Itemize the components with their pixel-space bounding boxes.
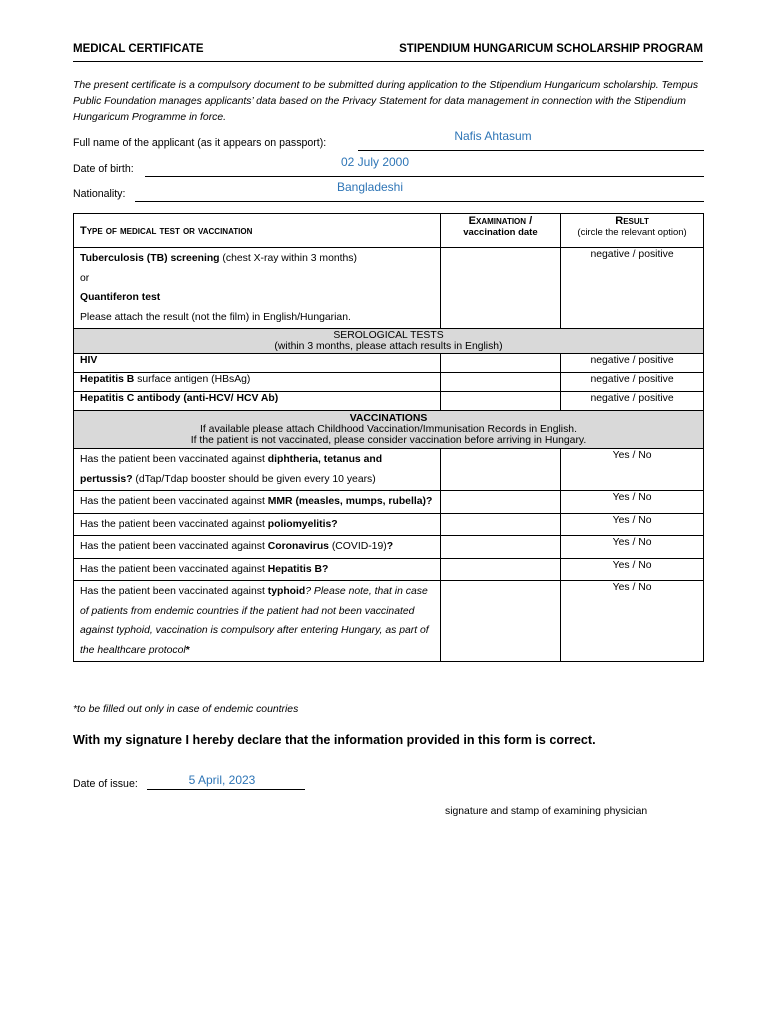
full-name-field: [73, 129, 704, 151]
header-title-right: STIPENDIUM HUNGARICUM SCHOLARSHIP PROGRAM: [399, 43, 703, 55]
hepb-vacc-question: Has the patient been vaccinated against Hepatitis B?: [74, 558, 441, 581]
header-exam-date: Examination / vaccination date: [440, 214, 560, 248]
hepb-test-date-cell[interactable]: [440, 373, 560, 392]
header-title-left: MEDICAL CERTIFICATE: [73, 43, 204, 55]
date-of-issue-field: [73, 774, 313, 790]
header-result: Result (circle the relevant option): [561, 214, 704, 248]
document-header: [73, 43, 703, 62]
table-row-dtp: [74, 449, 704, 491]
hiv-result[interactable]: negative / positive: [561, 354, 704, 373]
serological-section-row: [74, 329, 704, 354]
full-name-line: [358, 149, 704, 151]
serological-section-header: SEROLOGICAL TESTS (within 3 months, please attach results in English): [74, 329, 704, 354]
table-header-row: [74, 214, 704, 248]
declaration-text: With my signature I hereby declare that the information provided in this form is correct.: [73, 733, 596, 747]
table-row-hepc-test: [74, 392, 704, 411]
endemic-footnote: *to be filled out only in case of endemic countries: [73, 704, 299, 715]
hepc-test-date-cell[interactable]: [440, 392, 560, 411]
table-row-typhoid: [74, 581, 704, 662]
mmr-result[interactable]: Yes / No: [561, 491, 704, 514]
tb-date-cell[interactable]: [440, 248, 560, 329]
dob-value[interactable]: 02 July 2000: [340, 155, 410, 169]
dob-field: [73, 155, 704, 177]
hepc-test-result[interactable]: negative / positive: [561, 392, 704, 411]
polio-date-cell[interactable]: [440, 513, 560, 536]
hepb-test-label: Hepatitis B surface antigen (HBsAg): [74, 373, 441, 392]
vaccinations-section-header: VACCINATIONS If available please attach Childhood Vaccination/Immunisation Records in English. If the patient is not vaccinated, please consider vaccination before arriving in Hungary.: [74, 411, 704, 449]
dtp-question: Has the patient been vaccinated against diphtheria, tetanus and pertussis? (dTap/Tdap booster should be given every 10 years): [74, 449, 441, 491]
nationality-label: Nationality:: [73, 188, 126, 200]
header-type: Type of medical test or vaccination: [74, 214, 441, 248]
medical-tests-table: [73, 213, 704, 662]
table-row-hiv: [74, 354, 704, 373]
signature-stamp-label: signature and stamp of examining physician: [445, 806, 648, 817]
dob-line: [145, 175, 704, 177]
typhoid-question: Has the patient been vaccinated against typhoid? Please note, that in case of patients from endemic countries if the patient had not been vaccinated against typhoid, vaccination is compulsory after entering Hungary, as part of the healthcare protocol*: [74, 581, 441, 662]
hiv-label: HIV: [74, 354, 441, 373]
mmr-question: Has the patient been vaccinated against MMR (measles, mumps, rubella)?: [74, 491, 441, 514]
intro-paragraph: The present certificate is a compulsory document to be submitted during application to the Stipendium Hungaricum scholarship. Tempus Public Foundation manages applicants’ data based on the Privacy Statement for data management in connection with the Stipendium Hungaricum Programme in force.: [73, 80, 699, 123]
hiv-date-cell[interactable]: [440, 354, 560, 373]
nationality-field: [73, 180, 704, 202]
polio-result[interactable]: Yes / No: [561, 513, 704, 536]
dob-label: Date of birth:: [73, 163, 134, 175]
mmr-date-cell[interactable]: [440, 491, 560, 514]
table-row-mmr: [74, 491, 704, 514]
hepb-vacc-date-cell[interactable]: [440, 558, 560, 581]
hepb-vacc-result[interactable]: Yes / No: [561, 558, 704, 581]
dtp-result[interactable]: Yes / No: [561, 449, 704, 491]
full-name-value[interactable]: Nafis Ahtasum: [454, 129, 532, 143]
date-of-issue-label: Date of issue:: [73, 778, 138, 790]
table-row-hepb-test: [74, 373, 704, 392]
tb-result[interactable]: negative / positive: [561, 248, 704, 329]
vaccinations-section-row: [74, 411, 704, 449]
typhoid-date-cell[interactable]: [440, 581, 560, 662]
typhoid-result[interactable]: Yes / No: [561, 581, 704, 662]
date-of-issue-line: [147, 788, 305, 790]
table-row-polio: [74, 513, 704, 536]
covid-result[interactable]: Yes / No: [561, 536, 704, 559]
covid-date-cell[interactable]: [440, 536, 560, 559]
tb-description: Tuberculosis (TB) screening (chest X-ray within 3 months) or Quantiferon test Please attach the result (not the film) in English/Hungarian.: [74, 248, 441, 329]
table-row-hepb-vacc: [74, 558, 704, 581]
full-name-label: Full name of the applicant (as it appears on passport):: [73, 137, 327, 149]
hepc-test-label: Hepatitis C antibody (anti-HCV/ HCV Ab): [74, 392, 441, 411]
hepb-test-result[interactable]: negative / positive: [561, 373, 704, 392]
table-row-covid: [74, 536, 704, 559]
nationality-value[interactable]: Bangladeshi: [336, 180, 404, 194]
date-of-issue-value[interactable]: 5 April, 2023: [188, 773, 256, 787]
nationality-line: [135, 200, 704, 202]
covid-question: Has the patient been vaccinated against Coronavirus (COVID-19)?: [74, 536, 441, 559]
polio-question: Has the patient been vaccinated against poliomyelitis?: [74, 513, 441, 536]
dtp-date-cell[interactable]: [440, 449, 560, 491]
table-row-tb: [74, 248, 704, 329]
